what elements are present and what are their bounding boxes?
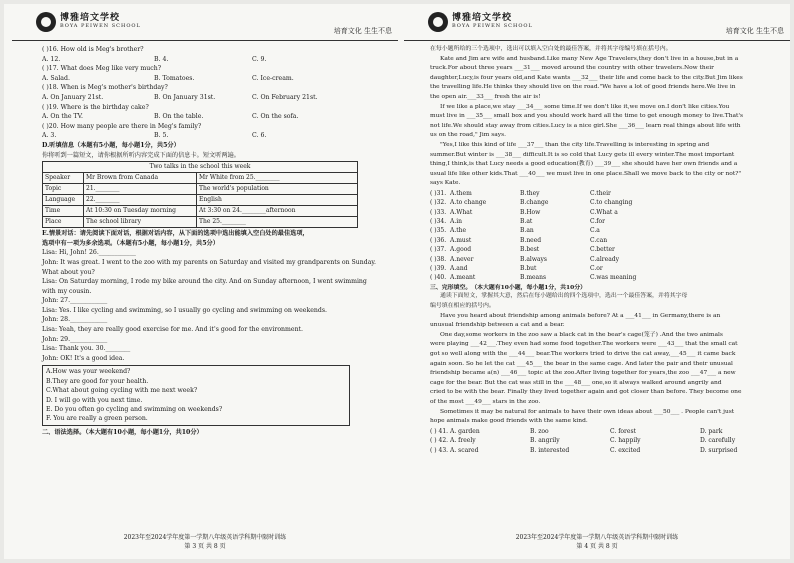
dialog-line: John: It was great. I went to the zoo with my parents on Saturday and visited my grandparents on Sunday. [42,258,377,266]
mc-row-40 [430,273,786,282]
mc-option-b: B.always [520,255,547,263]
passage-line: the open air.___33___ fresh the air is! [430,93,541,100]
mc-option-c: C.better [590,246,615,254]
mc-option-a: A.good [450,246,472,254]
dialog-options-box [42,365,350,425]
mc-row-32 [430,198,786,207]
dialog-line: What about you? [42,268,95,276]
mc-number: ( )33. [430,208,447,216]
mc-option-b: B.at [520,218,533,226]
dialog-line: John: 27.____________ [42,297,108,305]
table-cell: At 10:30 on Tuesday morning [84,206,197,217]
option-a: A. On the TV. [42,113,84,121]
mc-option-d: D. park [700,427,723,435]
section-d-title: D.听填信息（本题有5小题，每小题1分，共5分） [42,141,180,149]
question-17-options [42,74,394,84]
section-e-title-2: 选项中有一项为多余选项。（本题有5小题，每小题1分，共5分） [42,239,219,247]
page-3 [12,4,398,559]
passage-line: were playing ___42___.They even had some food together.The workers were ___43___ that the small cat [430,341,738,348]
mc-option-b: B.How [520,208,541,216]
mc-option-b: B.they [520,189,540,197]
option-a: A. Salad. [42,74,70,82]
instructions: 在每小题所给的三个选项中，选出可以填入空白处的最佳答案，并将其字母编号填在括号内。 [430,46,672,52]
passage-line: must live in ___35___ small box and you should work hard all the time to get enough money to live.That's [430,113,744,120]
footer-title: 2023年至2024学年度第一学期八年级英语学科期中限时训练 [123,534,287,541]
page-footer [404,533,790,551]
option-b: B. 5. [154,132,169,140]
mc-option-c: C.for [590,218,605,226]
mc-number: ( )39. [430,265,447,273]
mc-option-b: B.means [520,274,547,282]
mc-option-b: B. angrily [530,437,560,445]
page-header [404,4,790,41]
school-name: 博雅培文学校 [452,13,513,23]
dialog-option: A.How was your weekend? [46,368,131,376]
question-17: ( )17. What does Meg like very much? [42,65,162,73]
mc-option-a: A.in [450,218,463,226]
mc-number: ( ) 42. [430,437,449,445]
option-b: B. On January 31st. [154,93,216,101]
passage-line: daughter,Lucy,is four years old,and Kate wants ___32___ their life and come back to the city.But Jim likes [430,74,743,81]
section-iii-instructions: 通读下面短文，掌握其大意，然后在每小题给出的四个选项中，选出一个最佳答案，并将其字母 [440,293,688,300]
passage-line: again soon. So he let the cat ___45___ the bear in the same cage. And later the pair and their unusual [430,360,733,367]
mc-number: ( )31. [430,189,447,197]
dialog-line: with my cousin. [42,287,92,295]
mc-option-a: A.them [450,189,472,197]
dialog-option: E. Do you often go cycling and swimming on weekends? [46,406,223,413]
mc-option-b: B. zoo [530,427,549,435]
table-cell: English [197,195,358,206]
mc-option-a: A. freely [450,437,476,445]
table-cell: At 3:30 on 24.________afternoon [197,206,358,217]
passage-line: not life.We should stay away from cities.Lucy is a nice girl.She ___36___ learn real things about life with [430,122,741,129]
mc-option-b: B. interested [530,446,570,454]
mc-number: ( )34. [430,218,447,226]
passage-line: One day,some workers in the zoo saw a black cat in the bear's cage(笼子) .And the two animals [440,331,723,338]
question-18-options [42,93,394,103]
mc-option-b: B.change [520,199,549,207]
table-cell: Language [43,195,84,206]
school-name-en: BOYA PEIWEN SCHOOL [60,23,141,29]
mc-option-a: A.never [450,255,474,263]
mc-option-a: A.must [450,236,472,244]
page-number: 第 4 页 共 8 页 [576,543,618,550]
mc-row-39 [430,264,786,273]
passage-line: usual life like other kids.That ___40___ we must live in one place.Shall we move back to the city or not?" [430,170,742,177]
mc-option-d: D. carefully [700,437,736,445]
mc-option-d: D. surprised [700,446,738,454]
question-16: ( )16. How old is Meg's brother? [42,46,144,53]
option-a: A. 3. [42,132,57,140]
school-logo-icon [428,12,448,32]
dialog-option: B.They are good for your health. [46,377,149,385]
option-c: C. 9. [252,55,267,63]
dialog-line: Lisa: Yes. I like cycling and swimming, so I usually go cycling and swimming on weekends. [42,306,327,314]
table-cell: The world's population [197,184,358,195]
mc-number: ( ) 43. [430,446,449,454]
option-c: C. On the sofa. [252,113,299,121]
section-iii-instructions-2: 编号填在相应的括号内。 [430,303,495,309]
dialog-line: Lisa: Hi, John! 26.____________ [42,249,136,257]
mc-option-a: A.to change [450,199,487,207]
passage-line: of the most ___49___ stars in the zoo. [430,398,541,405]
mc-row-38 [430,255,786,264]
table-cell: Time [43,206,84,217]
mc-row-43 [430,446,786,456]
mc-option-c: C. excited [610,446,641,454]
option-c: C. On February 21st. [252,93,318,101]
mc-option-c: C. forest [610,427,636,435]
table-title: Two talks in the school this week [43,162,358,173]
mc-option-c: C. happily [610,437,641,445]
option-b: B. 4. [154,55,169,63]
passage-line: summer.But winter is ___38___ difficult.It is so cold that Lucy gets ill every winter.The most important [430,151,735,158]
table-cell: Place [43,217,84,228]
question-18: ( )18. When is Meg's mother's birthday? [42,84,168,92]
passage-line: Have you heard about friendship among animals before? At a ___41___ in Germany,there is an [440,312,721,319]
question-16-options [42,55,394,65]
table-cell: 22.________ [84,195,197,206]
mc-option-b: B.an [520,227,534,235]
table-row [43,173,358,184]
mc-option-b: B.best [520,246,540,254]
mc-option-c: C.can [590,236,608,244]
table-cell: Mr Brown from Canada [84,173,197,184]
passage-line: us on the road," Jim says. [430,132,506,139]
passage-line: Kate and Jim are wife and husband.Like many New Age Travelers,they don't live in a house,but in a [440,55,739,62]
mc-row-37 [430,245,786,254]
info-card-table [42,161,358,228]
option-b: B. On the table. [154,113,204,121]
mc-number: ( )38. [430,255,447,263]
table-cell: The 25.________ [197,217,358,228]
table-row [43,195,358,206]
mc-option-a: A. garden [450,427,480,435]
dialog-line: Lisa: Thank you. 30.________ [42,345,131,353]
mc-option-a: A. scared [450,446,479,454]
mc-option-c: C.their [590,189,611,197]
mc-row-31 [430,189,786,198]
option-b: B. Tomatoes. [154,74,195,82]
section-d-instructions: 你将听到一篇短文，请你根据所听内容完成下面的信息卡。短文听两遍。 [42,151,240,159]
dialog-option: F. You are really a green person. [46,415,148,423]
page-4 [404,4,790,559]
table-cell: Topic [43,184,84,195]
section-ii-title: 二、语法选择。（本大题有10小题，每小题1分，共10分） [42,428,203,436]
mc-number: ( )37. [430,246,447,254]
mc-option-a: A.meant [450,274,476,282]
mc-number: ( )35. [430,227,447,235]
question-19: ( )19. Where is the birthday cake? [42,103,149,111]
option-c: C. 6. [252,132,267,140]
dialog-line: John: 29.____________ [42,335,108,343]
table-cell: Speaker [43,173,84,184]
passage-line: got so well along with the ___44___ bear.The workers tried to drive the cat away,___45___ it came back [430,350,736,357]
question-20: ( )20. How many people are there in Meg's family? [42,122,202,130]
dialog-line: John: OK! It's a good idea. [42,354,125,362]
mc-row-34 [430,217,786,226]
page-body [12,41,398,437]
school-name-en: BOYA PEIWEN SCHOOL [452,23,533,29]
passage-line: If we like a place,we stay ___34___ some time.If we don't like it,we move on.I don't like cities.You [440,103,730,110]
table-cell: The school library [84,217,197,228]
page-header [12,4,398,41]
mc-option-c: C.What a [590,208,618,216]
option-c: C. Ice-cream. [252,74,294,82]
mc-option-a: A.and [450,265,468,273]
passage-line: the travelling life.He thinks they should live on the road."We have a lot of good friends here.We live in [430,84,736,91]
mc-number: ( )36. [430,236,447,244]
page-footer [12,533,398,551]
section-e-title: E.情景对话：请先阅读下面对话，根据对话内容，从下面的选项中选出能填入空白处的最佳选项， [42,230,309,238]
mc-option-c: C.already [590,255,620,263]
mc-row-42 [430,436,786,446]
dialog-line: John: 28.____________ [42,316,108,324]
passage-line: friendship became a(n) ___46___ topic at the zoo.After living together for years,the zoo ___47___ a new [430,370,736,377]
table-row [43,217,358,228]
passage-line: Sometimes it may be natural for animals to have their own ideas about ___50___ . People can't just [440,408,735,415]
mc-option-b: B.but [520,265,537,273]
mc-number: ( )40. [430,274,447,282]
question-19-options [42,112,394,122]
question-20-options [42,131,394,141]
mc-number: ( ) 41. [430,427,449,435]
passage-line: "Yes,I like this kind of life ___37___ than the city life.Travelling is interesting in spring and [440,141,710,148]
mc-row-35 [430,226,786,235]
dialog-line: Lisa: On Saturday morning, I rode my bike around the city. And on Sunday afternoon, I went swimming [42,278,367,286]
passage-line: thing,I think,is that Lucy needs a good education(教育) ___39___ she should have her own friends and a [430,161,738,168]
page-body [404,41,790,456]
exam-sheet [4,4,790,559]
mc-option-c: C.was meaning [590,274,637,282]
passage-line: hope animals make good friends with the same kind. [430,418,588,425]
mc-option-a: A.the [450,227,467,235]
school-logo-icon [36,12,56,32]
passage-line: truck.For about three years ___31___ moved around the country with other travelers.Now their [430,65,714,72]
footer-title: 2023年至2024学年度第一学期八年级英语学科期中限时训练 [515,534,679,541]
school-name: 博雅培文学校 [60,13,121,23]
mc-option-c: C.or [590,265,603,273]
school-motto: 培育文化 生生不息 [725,27,784,35]
dialog-option: C.What about going cycling with me next week? [46,387,198,395]
mc-option-c: C.a [590,227,600,235]
school-motto: 培育文化 生生不息 [333,27,392,35]
table-row [43,184,358,195]
mc-option-c: C.to changing [590,199,633,207]
mc-option-b: B.need [520,236,542,244]
table-cell: 21.________ [84,184,197,195]
section-iii-title: 三、完形填空。（本大题有10小题，每小题1分，共10分） [430,283,586,291]
table-row [43,206,358,217]
passage-line: says Kate. [430,180,461,187]
mc-row-36 [430,236,786,245]
mc-row-33 [430,208,786,217]
mc-row-41 [430,427,786,437]
option-a: A. On January 21st. [42,93,104,101]
page-number: 第 3 页 共 8 页 [184,543,226,550]
passage-line: cage for the bear. But the cat was still in the ___48___ one,so it always walked around angrily and [430,379,722,386]
mc-number: ( )32. [430,199,447,207]
option-a: A. 12. [42,55,61,63]
dialog-option: D. I will go with you next time. [46,396,143,404]
mc-option-a: A.What [450,208,473,216]
passage-line: cried to be with the bear. Finally they lived together again and got closer than before. They become one [430,389,742,396]
dialog-line: Lisa: Yeah, they are really good exercise for me. And it's good for the environment. [42,326,304,334]
passage-line: unusual friendship between a cat and a bear. [430,322,565,329]
table-cell: Mr White from 25.________ [197,173,358,184]
